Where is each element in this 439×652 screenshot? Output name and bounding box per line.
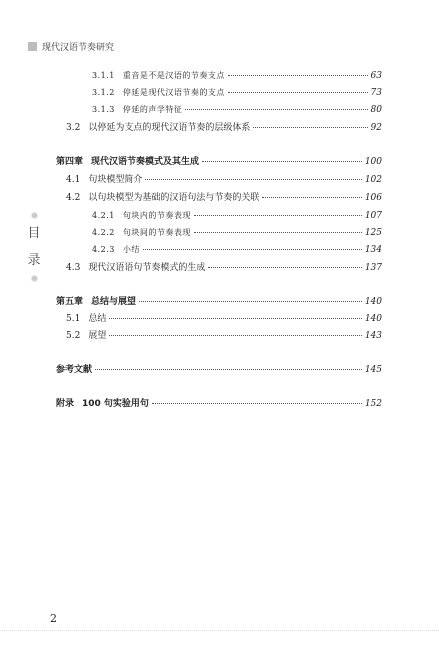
- toc-number: 4.2: [66, 193, 81, 203]
- toc-page: 73: [370, 88, 382, 98]
- toc-title: 句块内的节奏表现: [122, 211, 191, 220]
- toc-page: 100: [364, 157, 382, 167]
- bullet-dot-icon: [31, 275, 38, 282]
- bullet-dot-icon: [31, 212, 38, 219]
- toc-page: 140: [364, 297, 382, 307]
- toc-title: 句块模型简介: [88, 175, 143, 185]
- leader-dots: [202, 161, 362, 162]
- leader-dots: [228, 75, 368, 76]
- toc-number: 4.2.3: [92, 245, 115, 254]
- leader-dots: [194, 215, 362, 216]
- toc-chapter-entry[interactable]: [56, 296, 382, 308]
- leader-dots: [194, 232, 362, 233]
- toc-number: 4.2.2: [92, 228, 115, 237]
- leader-dots: [109, 335, 361, 336]
- footer-divider: [0, 630, 439, 631]
- toc-title: 停延是现代汉语节奏的支点: [122, 88, 225, 97]
- toc-number: 4.1: [66, 175, 81, 185]
- side-char-lu: 录: [27, 253, 41, 268]
- leader-dots: [208, 267, 361, 268]
- toc-page: 92: [370, 123, 382, 133]
- toc-title: 重音是不是汉语的节奏支点: [122, 71, 225, 80]
- toc-number: 4.3: [66, 263, 81, 273]
- toc-entry[interactable]: [92, 227, 382, 239]
- leader-dots: [95, 369, 362, 370]
- toc-side-label: [26, 212, 42, 282]
- toc-page: 125: [364, 228, 382, 238]
- leader-dots: [139, 301, 362, 302]
- toc-page: 63: [370, 71, 382, 81]
- toc-page: 80: [370, 105, 382, 115]
- toc-title: 小结: [122, 245, 140, 254]
- page-number: 2: [50, 612, 57, 625]
- toc-entry[interactable]: [92, 104, 382, 116]
- toc-entry[interactable]: [66, 262, 382, 274]
- toc-number: 第四章: [56, 157, 84, 167]
- toc-page: 137: [364, 263, 382, 273]
- toc-number: 3.1.2: [92, 88, 115, 97]
- toc-page: 107: [364, 211, 382, 221]
- leader-dots: [253, 127, 367, 128]
- toc-entry[interactable]: [66, 192, 382, 204]
- toc-entry[interactable]: [66, 330, 382, 342]
- leader-dots: [185, 109, 367, 110]
- toc-number: 附录: [56, 399, 75, 409]
- toc-title: 总结: [88, 314, 107, 324]
- toc-page: 145: [364, 365, 382, 375]
- running-header: [28, 40, 114, 53]
- toc-number: 第五章: [56, 297, 84, 307]
- toc-page: 143: [364, 331, 382, 341]
- toc-appendix-entry[interactable]: [56, 398, 382, 410]
- toc-references-entry[interactable]: [56, 364, 382, 376]
- toc-entry[interactable]: [92, 210, 382, 222]
- toc-entry[interactable]: [66, 122, 382, 134]
- leader-dots: [143, 249, 362, 250]
- toc-number: 3.1.3: [92, 105, 115, 114]
- toc-number: 3.2: [66, 123, 81, 133]
- toc-page: 134: [364, 245, 382, 255]
- toc-entry[interactable]: [66, 174, 382, 186]
- toc-title: 现代汉语语句节奏模式的生成: [88, 263, 206, 273]
- side-char-mu: 目: [27, 226, 41, 241]
- leader-dots: [109, 318, 361, 319]
- leader-dots: [152, 403, 362, 404]
- toc-title: 总结与展望: [91, 297, 137, 307]
- book-title: 现代汉语节奏研究: [42, 43, 115, 53]
- toc-title: 现代汉语节奏模式及其生成: [91, 157, 200, 167]
- toc-page: 106: [364, 193, 382, 203]
- toc-title: 展望: [88, 331, 107, 341]
- leader-dots: [262, 197, 361, 198]
- header-square-icon: [28, 42, 37, 51]
- leader-dots: [228, 92, 368, 93]
- toc-number: 参考文献: [56, 365, 93, 375]
- toc-number: 5.1: [66, 314, 81, 324]
- toc-title: 100 句实验用句: [82, 399, 149, 409]
- toc-title: 以停延为支点的现代汉语节奏的层级体系: [88, 123, 251, 133]
- toc-number: 3.1.1: [92, 71, 115, 80]
- toc-page: 152: [364, 399, 382, 409]
- toc-number: 4.2.1: [92, 211, 115, 220]
- toc-title: 以句块模型为基础的汉语句法与节奏的关联: [88, 193, 260, 203]
- toc-chapter-entry[interactable]: [56, 156, 382, 168]
- toc-title: 句块间的节奏表现: [122, 228, 191, 237]
- toc-entry[interactable]: [92, 244, 382, 256]
- toc-title: 停延的声学特征: [122, 105, 183, 114]
- toc-entry[interactable]: [66, 313, 382, 325]
- toc-page: 102: [364, 175, 382, 185]
- toc-entry[interactable]: [92, 70, 382, 82]
- leader-dots: [145, 179, 361, 180]
- toc-entry[interactable]: [92, 87, 382, 99]
- toc-page: 140: [364, 314, 382, 324]
- toc-number: 5.2: [66, 331, 81, 341]
